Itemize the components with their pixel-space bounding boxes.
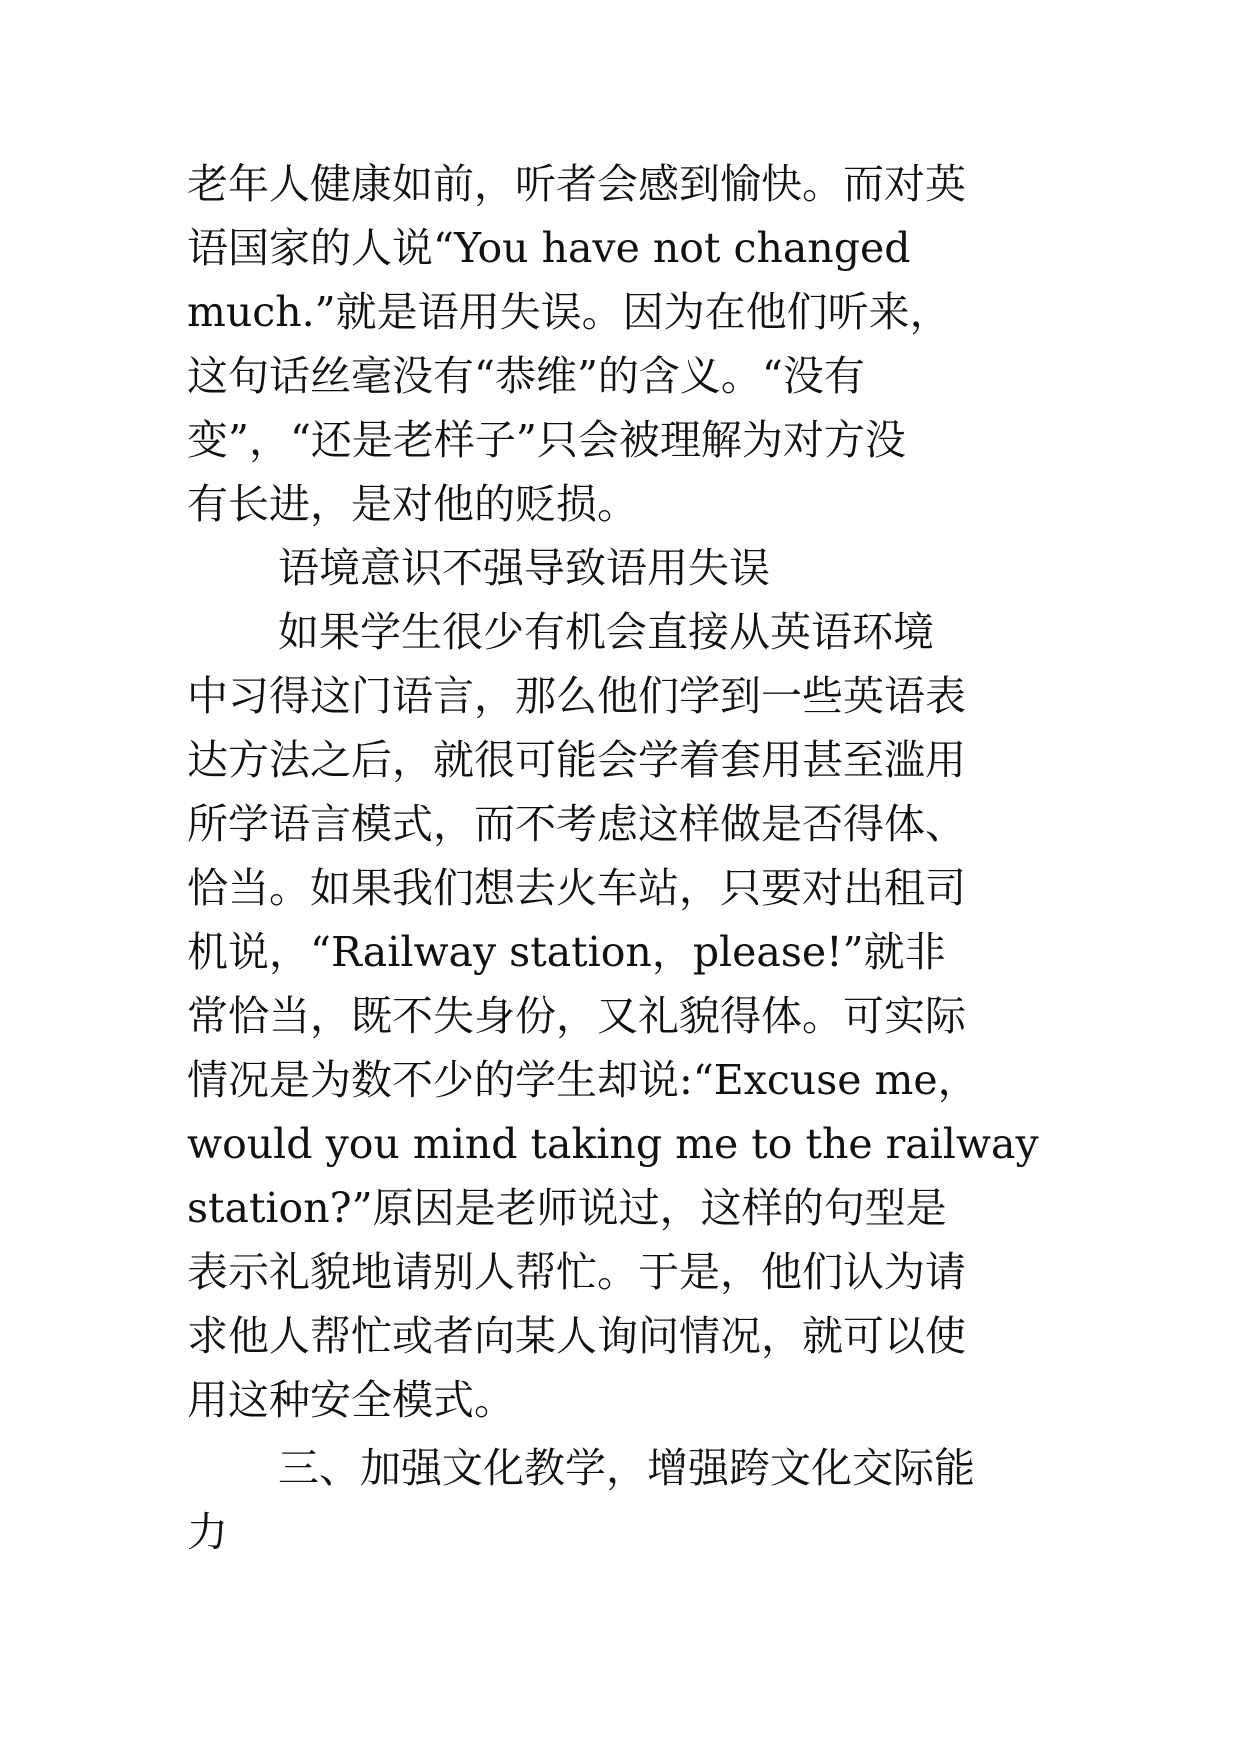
text-line: 变”，“还是老样子”只会被理解为对方没 <box>187 416 906 464</box>
text-line: 求他人帮忙或者向某人询问情况，就可以使 <box>187 1312 966 1360</box>
text-line: 情况是为数不少的学生却说:“Excuse me， <box>187 1056 979 1104</box>
text-line: 老年人健康如前，听者会感到愉快。而对英 <box>187 160 966 208</box>
section-heading-continuation: 力 <box>187 1508 228 1556</box>
section-heading: 语境意识不强导致语用失误 <box>278 544 770 592</box>
text-line: station?”原因是老师说过，这样的句型是 <box>187 1184 947 1232</box>
text-line: 机说，“Railway station，please!”就非 <box>187 928 946 976</box>
paragraph-first-line: 如果学生很少有机会直接从英语环境 <box>278 608 934 656</box>
text-line: 中习得这门语言，那么他们学到一些英语表 <box>187 672 966 720</box>
text-line: 表示礼貌地请别人帮忙。于是，他们认为请 <box>187 1248 966 1296</box>
text-line: much.”就是语用失误。因为在他们听来， <box>187 288 951 336</box>
text-line: 这句话丝毫没有“恭维”的含义。“没有 <box>187 352 865 400</box>
text-line: 常恰当，既不失身份，又礼貌得体。可实际 <box>187 992 966 1040</box>
text-line: 达方法之后，就很可能会学着套用甚至滥用 <box>187 736 966 784</box>
text-line: 所学语言模式，而不考虑这样做是否得体、 <box>187 800 966 848</box>
text-line: 用这种安全模式。 <box>187 1376 515 1424</box>
text-line: 有长进，是对他的贬损。 <box>187 480 638 528</box>
text-line: would you mind taking me to the railway <box>187 1120 1039 1168</box>
text-line: 恰当。如果我们想去火车站，只要对出租司 <box>187 864 966 912</box>
section-heading: 三、加强文化教学，增强跨文化交际能 <box>278 1444 975 1492</box>
text-line: 语国家的人说“You have not changed <box>187 224 911 272</box>
